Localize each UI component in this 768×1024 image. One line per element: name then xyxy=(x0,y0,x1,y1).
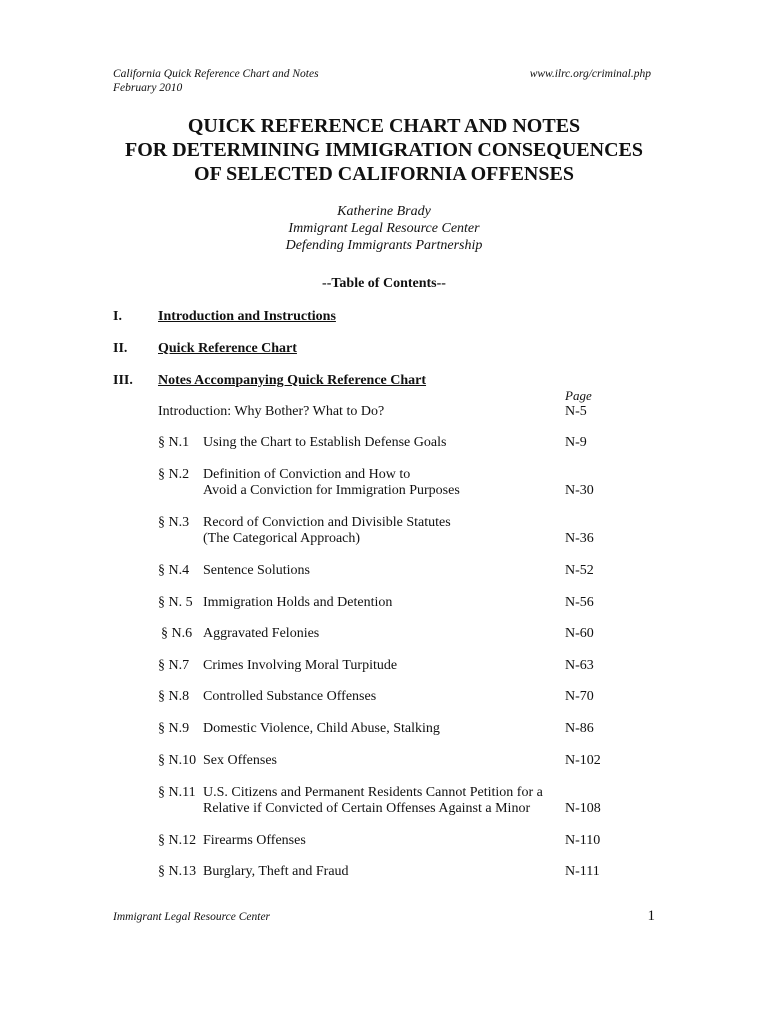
section-number: III. xyxy=(113,373,133,388)
toc-entry-title[interactable]: Aggravated Felonies xyxy=(203,626,320,641)
toc-heading: --Table of Contents-- xyxy=(322,276,446,291)
author-org-1: Immigrant Legal Resource Center xyxy=(288,221,480,236)
toc-entry-title[interactable]: Firearms Offenses xyxy=(203,833,306,848)
toc-entry-number: § N.3 xyxy=(158,515,190,530)
toc-entry-page: N-5 xyxy=(565,404,587,419)
toc-entry-page: N-30 xyxy=(565,483,594,498)
header-date: February 2010 xyxy=(113,82,183,94)
toc-entry-title[interactable]: Sex Offenses xyxy=(203,753,278,768)
toc-entry-page: N-70 xyxy=(565,689,594,704)
toc-entry-number: § N.13 xyxy=(158,864,197,879)
toc-entry-number: § N.6 xyxy=(161,626,193,641)
toc-entry-title-continued[interactable]: Avoid a Conviction for Immigration Purposes xyxy=(203,483,460,498)
toc-entry-title[interactable]: Definition of Conviction and How to xyxy=(203,467,411,482)
section-number: I. xyxy=(113,309,122,324)
toc-entry-number: § N.12 xyxy=(158,833,197,848)
toc-entry-page: N-60 xyxy=(565,626,594,641)
section-number: II. xyxy=(113,341,128,356)
toc-entry-page: N-56 xyxy=(565,595,594,610)
toc-entry-number: § N. 5 xyxy=(158,595,193,610)
toc-entry-title[interactable]: Domestic Violence, Child Abuse, Stalking xyxy=(203,721,440,736)
toc-entry-number: § N.9 xyxy=(158,721,190,736)
toc-entry-page: N-52 xyxy=(565,563,594,578)
toc-entry-number: § N.8 xyxy=(158,689,190,704)
toc-entry-title[interactable]: Burglary, Theft and Fraud xyxy=(203,864,349,879)
author-name: Katherine Brady xyxy=(337,204,431,219)
toc-entry-page: N-102 xyxy=(565,753,601,768)
section-title-introduction[interactable]: Introduction and Instructions xyxy=(158,309,336,324)
toc-entry-page: N-111 xyxy=(565,864,600,879)
toc-entry-title[interactable]: Using the Chart to Establish Defense Goals xyxy=(203,435,447,450)
toc-entry-title[interactable]: Controlled Substance Offenses xyxy=(203,689,377,704)
toc-entry-page: N-63 xyxy=(565,658,594,673)
author-org-2: Defending Immigrants Partnership xyxy=(285,238,483,253)
toc-entry-page: N-108 xyxy=(565,801,601,816)
title-line-3: OF SELECTED CALIFORNIA OFFENSES xyxy=(194,163,574,185)
toc-entry-page: N-36 xyxy=(565,531,594,546)
toc-entry-title[interactable]: Crimes Involving Moral Turpitude xyxy=(203,658,398,673)
toc-entry-title-continued[interactable]: Relative if Convicted of Certain Offenses Against a Minor xyxy=(203,801,531,816)
toc-entry-page: N-110 xyxy=(565,833,601,848)
toc-entry-number: § N.2 xyxy=(158,467,190,482)
footer-page-number: 1 xyxy=(647,908,655,924)
toc-entry-title[interactable]: Sentence Solutions xyxy=(203,563,310,578)
toc-entry-title-continued[interactable]: (The Categorical Approach) xyxy=(203,531,361,546)
section-title-quick-reference-chart[interactable]: Quick Reference Chart xyxy=(158,341,297,356)
toc-entry-title[interactable]: U.S. Citizens and Permanent Residents Cannot Petition for a xyxy=(203,785,543,800)
toc-entry-title[interactable]: Record of Conviction and Divisible Statutes xyxy=(203,515,451,530)
toc-entry-number: § N.1 xyxy=(158,435,190,450)
toc-entry-number: § N.4 xyxy=(158,563,190,578)
toc-entry-title[interactable]: Introduction: Why Bother? What to Do? xyxy=(158,404,385,419)
toc-entry-page: N-86 xyxy=(565,721,594,736)
toc-entry-title[interactable]: Immigration Holds and Detention xyxy=(203,595,393,610)
header-url: www.ilrc.org/criminal.php xyxy=(529,68,651,80)
toc-entry-page: N-9 xyxy=(565,435,587,450)
toc-entry-number: § N.7 xyxy=(158,658,190,673)
title-line-1: QUICK REFERENCE CHART AND NOTES xyxy=(187,115,581,137)
section-title-notes[interactable]: Notes Accompanying Quick Reference Chart xyxy=(158,373,427,388)
toc-entry-number: § N.10 xyxy=(158,753,197,768)
header-doc-title: California Quick Reference Chart and Notes xyxy=(113,68,319,80)
title-line-2: FOR DETERMINING IMMIGRATION CONSEQUENCES xyxy=(124,139,643,161)
toc-entry-number: § N.11 xyxy=(158,785,196,800)
page-column-label: Page xyxy=(565,388,592,403)
footer-organization: Immigrant Legal Resource Center xyxy=(113,911,271,923)
